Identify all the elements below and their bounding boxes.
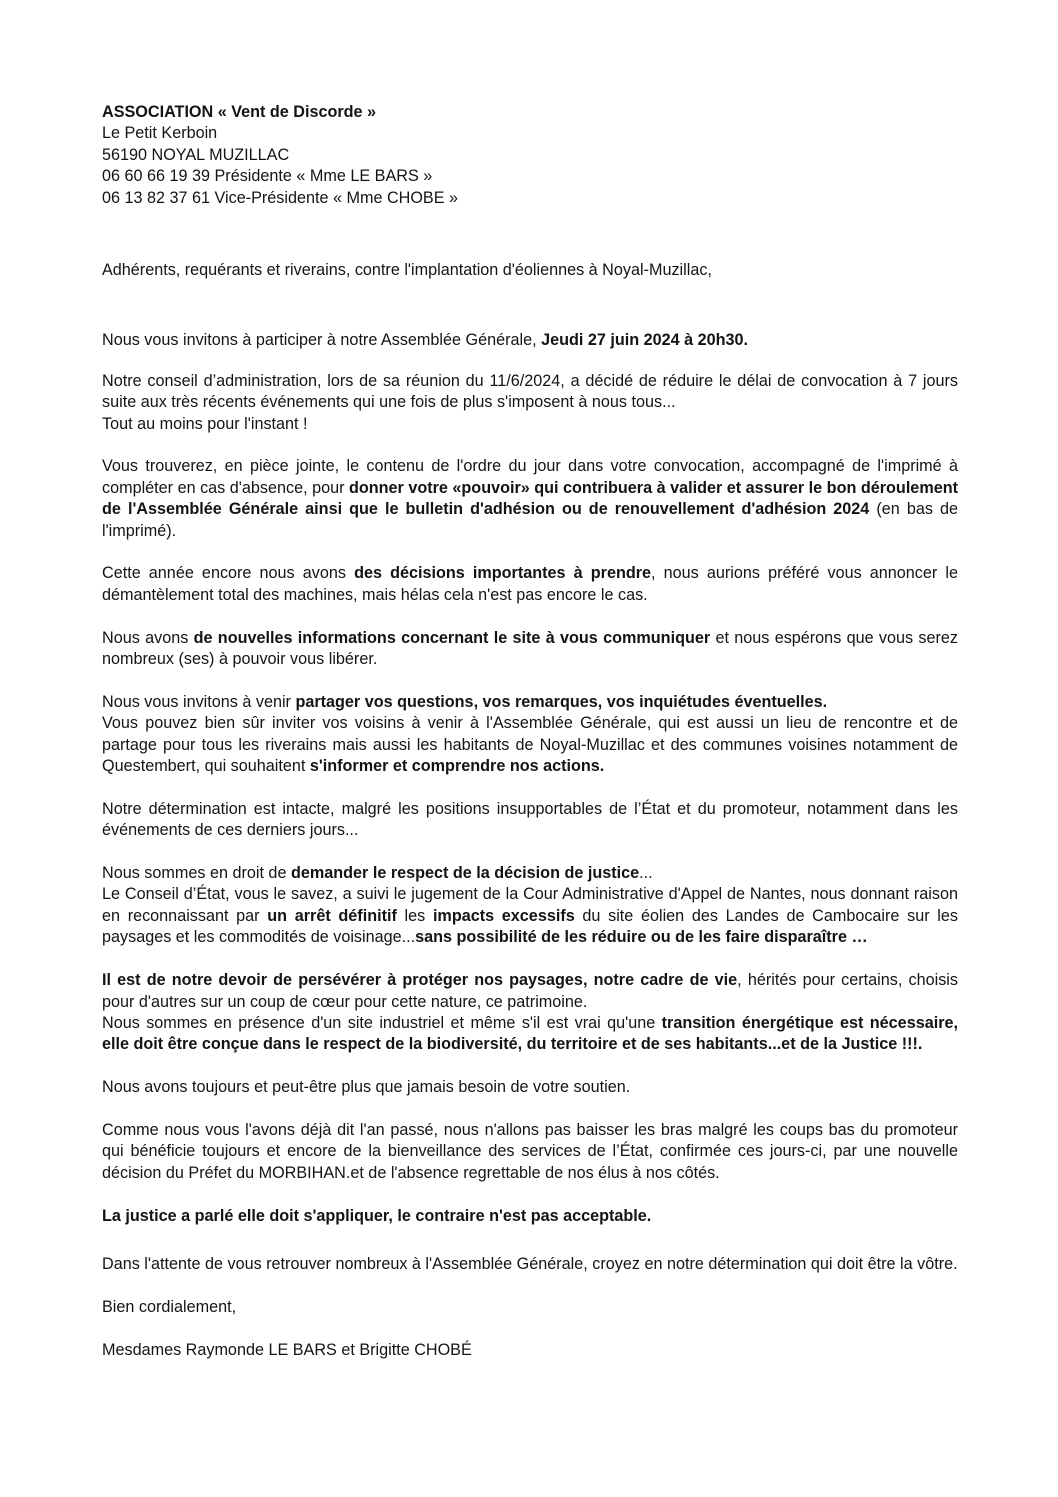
bold-span: donner votre «pouvoir» qui contribuera à valider et assurer le bon déroulement de l'Assemblée Générale ainsi que le bulletin d'adhésion ou de renouvellement d'adhésion 2024 — [102, 478, 958, 519]
letter-page — [102, 102, 958, 1361]
address-line-1: Le Petit Kerboin — [102, 124, 218, 143]
justice-paragraph — [102, 863, 958, 949]
address-line-2: 56190 NOYAL MUZILLAC — [102, 145, 290, 164]
text-span: Vous pouvez bien sûr inviter vos voisins à venir à l'Assemblée Générale, qui est aussi un lieu de rencontre et de partage pour tous les riverains mais aussi les habitants de Noyal-Muzillac et des communes voisines notamment de Questembert, qui souhaitent — [102, 714, 958, 776]
association-name: ASSOCIATION « Vent de Discorde » — [102, 103, 377, 121]
bold-span: sans possibilité de les réduire ou de les faire disparaître … — [415, 928, 868, 947]
text-span: Le Conseil d’État, vous le savez, a suivi le jugement de la Cour Administrative d'Appel de Nantes, nous donnant raison en reconnaissant par — [102, 885, 958, 925]
conseil-paragraph — [102, 371, 958, 435]
soutien-paragraph: Nous avons toujours et peut-être plus que jamais besoin de votre soutien. — [102, 1078, 631, 1097]
text-span: les — [396, 906, 433, 925]
text-span: Nous vous invitons à venir — [102, 692, 296, 711]
text-span: du site éolien des Landes de Cambocaire sur les paysages et les commodités de voisinage... — [102, 906, 958, 947]
text-span: Nous avons — [102, 628, 194, 647]
decisions-paragraph — [102, 563, 958, 606]
closing: Bien cordialement, — [102, 1298, 237, 1317]
letterhead — [102, 102, 958, 209]
salutation: Adhérents, requérants et riverains, contre l'implantation d'éoliennes à Noyal-Muzillac, — [102, 260, 712, 279]
text-span: , nous aurions préféré vous annoncer le démantèlement total des machines, mais hélas cela n'est pas encore le cas. — [102, 564, 959, 604]
signature: Mesdames Raymonde LE BARS et Brigitte CHOBÉ — [102, 1340, 472, 1359]
an-passe-paragraph: Comme nous vous l'avons déjà dit l'an passé, nous n'allons pas baisser les bras malgré les coups bas du promoteur qui bénéficie toujours et encore de la bienveillance des services de l’État, confirmée ces jours-ci, par une nouvelle décision du Préfet du MORBIHAN.et de l'absence regrettable de nos élus à nos côtés. — [102, 1120, 958, 1182]
justice-parle-paragraph: La justice a parlé elle doit s'appliquer, le contraire n'est pas acceptable. — [102, 1206, 652, 1225]
text-span: Cette année encore nous avons — [102, 564, 355, 583]
bold-span: impacts excessifs — [432, 906, 575, 925]
phone-president: 06 60 66 19 39 Présidente « Mme LE BARS » — [102, 167, 433, 186]
text-span: ... — [639, 864, 653, 883]
devoir-paragraph — [102, 970, 958, 1056]
invitation-paragraph — [102, 330, 958, 351]
bold-span: un arrêt définitif — [267, 906, 397, 925]
bold-span: s'informer et comprendre nos actions. — [309, 757, 605, 776]
text-span: Nous sommes en droit de — [102, 864, 291, 883]
text-span: (en bas de l'imprimé). — [102, 500, 958, 540]
informations-paragraph — [102, 628, 958, 671]
conseil-text: Notre conseil d’administration, lors de sa réunion du 11/6/2024, a décidé de réduire le délai de convocation à 7 jours suite aux très récents événements qui une fois de plus s'imposent à nous tous... — [102, 371, 958, 412]
text-span: Nous sommes en présence d'un site industriel et même s'il est vrai qu'une — [102, 1013, 662, 1032]
bold-span: partager vos questions, vos remarques, vos inquiétudes éventuelles. — [295, 692, 828, 711]
meeting-date: Jeudi 27 juin 2024 à 20h30. — [541, 331, 749, 350]
text-span: , hérités pour certains, choisis pour d'autres sur un coup de cœur pour cette nature, ce patrimoine. — [102, 971, 958, 1011]
bold-span: de nouvelles informations concernant le site à vous communiquer — [193, 628, 711, 647]
piece-jointe-paragraph — [102, 456, 958, 542]
bold-span: demander le respect de la décision de justice — [290, 864, 640, 883]
bold-span: des décisions importantes à prendre — [354, 564, 652, 583]
text-span: Vous trouverez, en pièce jointe, le contenu de l'ordre du jour dans votre convocation, accompagné de l'imprimé à compléter en cas d'absence, pour — [102, 457, 958, 497]
determination-paragraph: Notre détermination est intacte, malgré les positions insupportables de l’État et du promoteur, notamment dans les événements de ces derniers jours... — [102, 799, 958, 840]
invitation-text: Nous vous invitons à participer à notre Assemblée Générale, — [102, 331, 542, 350]
bold-span: transition énergétique est nécessaire, elle doit être conçue dans le respect de la biodiversité, du territoire et de ses habitants...et de la Justice !!!. — [102, 1013, 958, 1054]
phone-vice-president: 06 13 82 37 61 Vice-Présidente « Mme CHOBE » — [102, 188, 459, 207]
text-span: et nous espérons que vous serez nombreux (ses) à pouvoir vous libérer. — [102, 628, 958, 669]
bold-span: Il est de notre devoir de persévérer à protéger nos paysages, notre cadre de vie — [102, 971, 738, 990]
conseil-text-2: Tout au moins pour l'instant ! — [102, 414, 308, 433]
attente-paragraph: Dans l'attente de vous retrouver nombreux à l'Assemblée Générale, croyez en notre détermination qui doit être la vôtre. — [102, 1255, 958, 1274]
partager-paragraph — [102, 692, 958, 778]
